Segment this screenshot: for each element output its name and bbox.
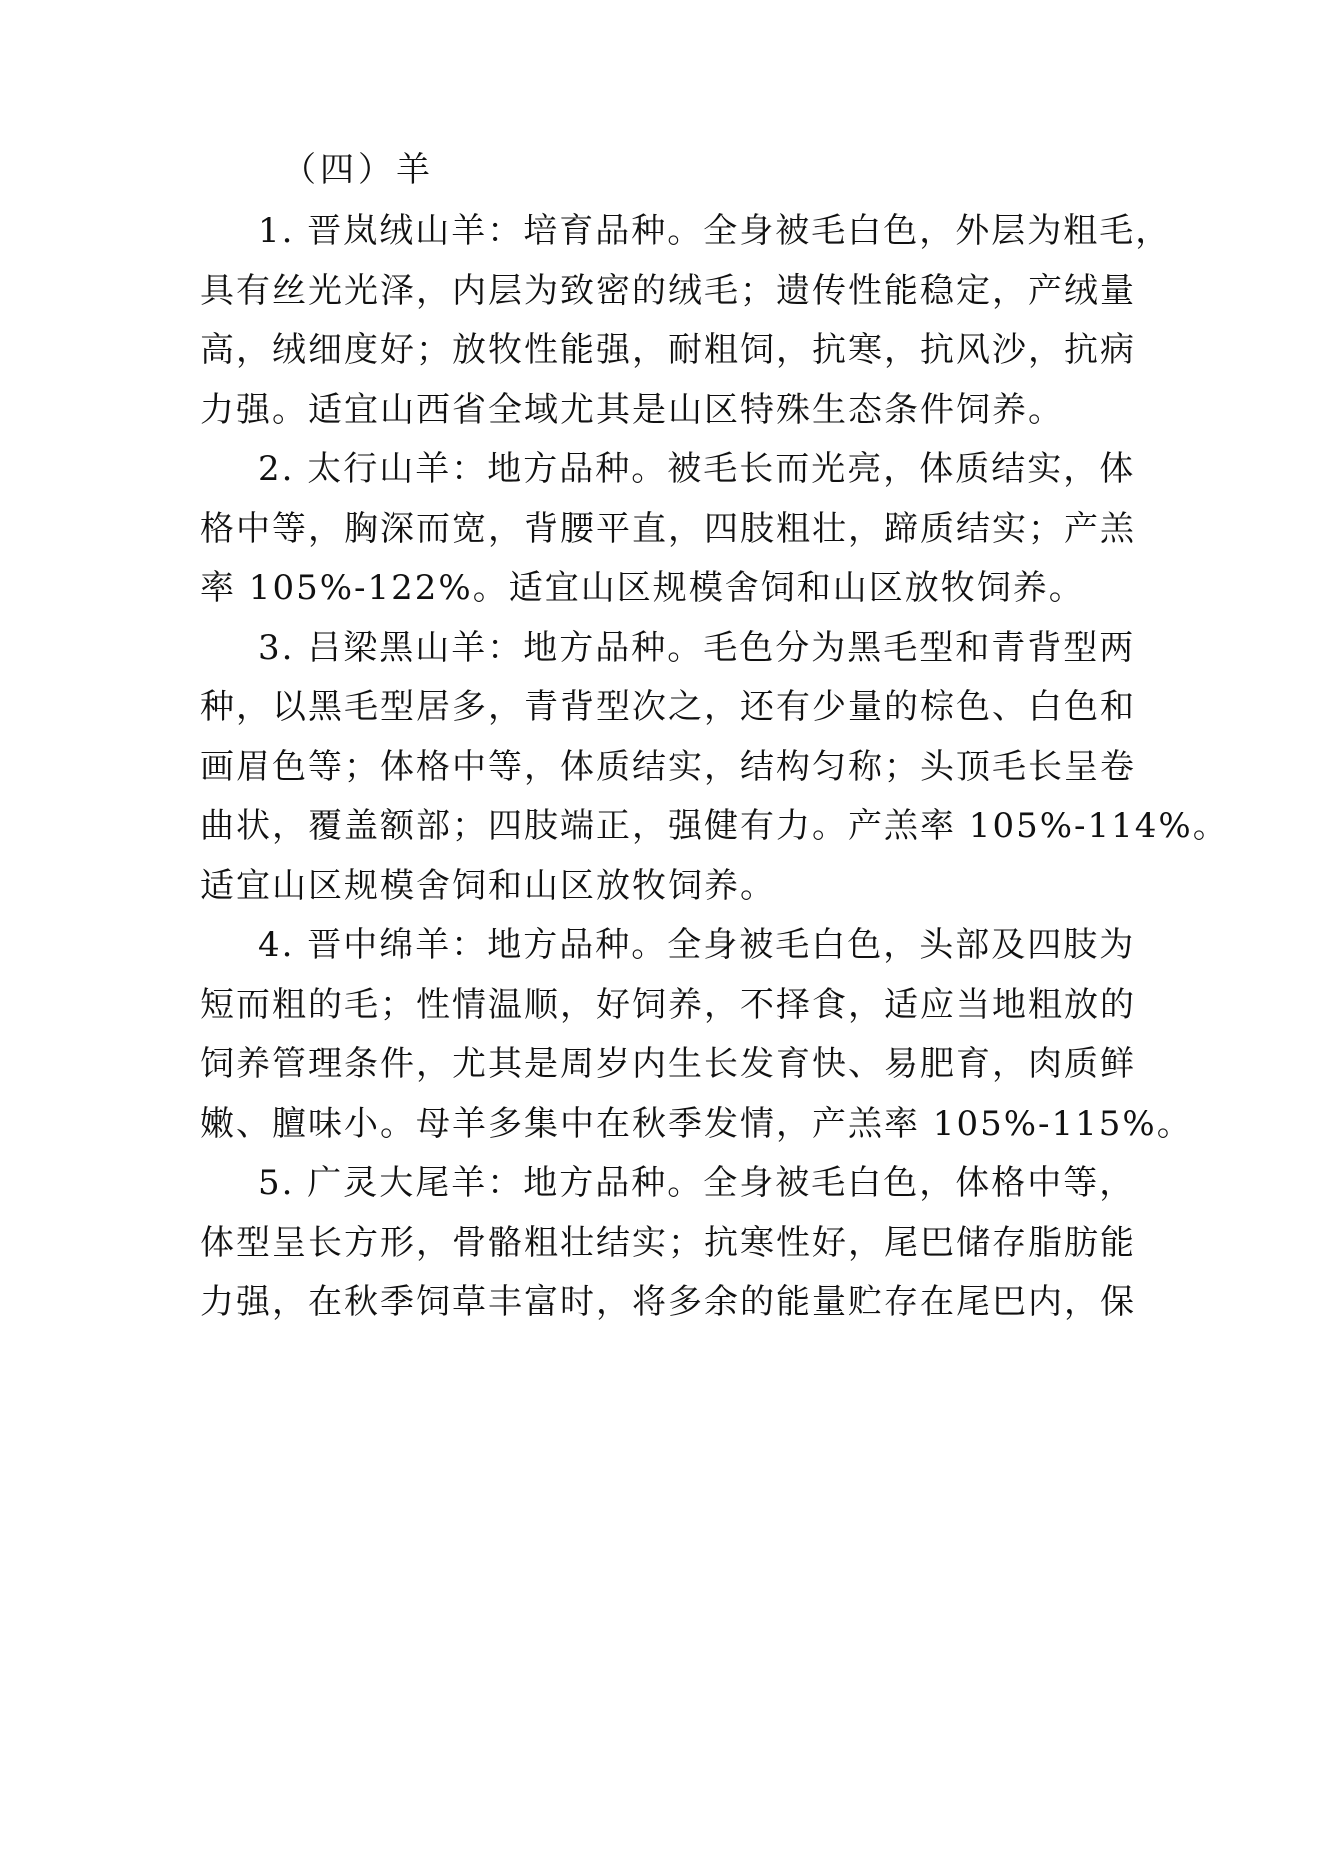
paragraph-4-line-2: 短而粗的毛；性情温顺，好饲养，不择食，适应当地粗放的 xyxy=(200,985,1136,1025)
paragraph-1-line-4: 力强。适宜山西省全域尤其是山区特殊生态条件饲养。 xyxy=(200,390,1064,430)
paragraph-2-line-3: 率 105%-122%。适宜山区规模舍饲和山区放牧饲养。 xyxy=(200,568,1085,608)
paragraph-1-line-1: 1. 晋岚绒山羊：培育品种。全身被毛白色，外层为粗毛， xyxy=(258,211,1172,251)
paragraph-3-line-5: 适宜山区规模舍饲和山区放牧饲养。 xyxy=(200,866,776,906)
paragraph-5-line-2: 体型呈长方形，骨骼粗壮结实；抗寒性好，尾巴储存脂肪能 xyxy=(200,1223,1136,1263)
paragraph-3-line-1: 3. 吕梁黑山羊：地方品种。毛色分为黑毛型和青背型两 xyxy=(258,628,1136,668)
paragraph-3-line-2: 种，以黑毛型居多，青背型次之，还有少量的棕色、白色和 xyxy=(200,687,1136,727)
paragraph-1-line-2: 具有丝光光泽，内层为致密的绒毛；遗传性能稳定，产绒量 xyxy=(200,271,1136,311)
paragraph-1-line-3: 高，绒细度好；放牧性能强，耐粗饲，抗寒，抗风沙，抗病 xyxy=(200,330,1136,370)
paragraph-5-line-3: 力强，在秋季饲草丰富时，将多余的能量贮存在尾巴内，保 xyxy=(200,1282,1136,1322)
section-heading: （四）羊 xyxy=(282,150,434,190)
paragraph-4-line-1: 4. 晋中绵羊：地方品种。全身被毛白色，头部及四肢为 xyxy=(258,925,1136,965)
paragraph-3-line-3: 画眉色等；体格中等，体质结实，结构匀称；头顶毛长呈卷 xyxy=(200,747,1136,787)
paragraph-2-line-1: 2. 太行山羊：地方品种。被毛长而光亮，体质结实，体 xyxy=(258,449,1136,489)
paragraph-5-line-1: 5. 广灵大尾羊：地方品种。全身被毛白色，体格中等， xyxy=(258,1163,1136,1203)
paragraph-3-line-4: 曲状，覆盖额部；四肢端正，强健有力。产羔率 105%-114%。 xyxy=(200,806,1229,846)
paragraph-4-line-3: 饲养管理条件，尤其是周岁内生长发育快、易肥育，肉质鲜 xyxy=(200,1044,1136,1084)
paragraph-4-line-4: 嫩、膻味小。母羊多集中在秋季发情，产羔率 105%-115%。 xyxy=(200,1104,1193,1144)
paragraph-2-line-2: 格中等，胸深而宽，背腰平直，四肢粗壮，蹄质结实；产羔 xyxy=(200,509,1136,549)
